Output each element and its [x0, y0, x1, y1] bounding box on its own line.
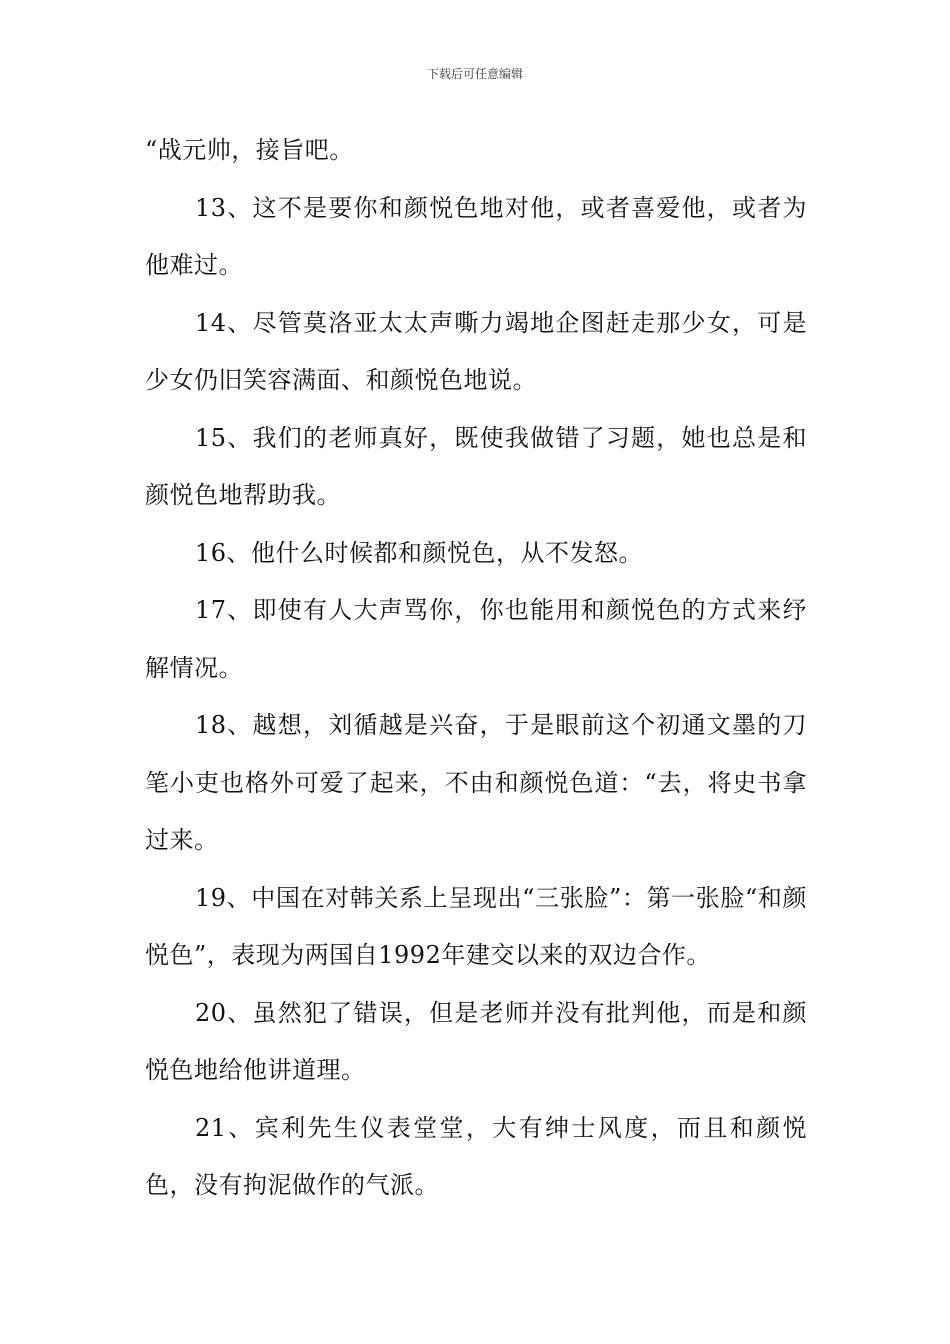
paragraph-15: 15、我们的老师真好，既使我做错了习题，她也总是和颜悦色地帮助我。 — [145, 423, 807, 509]
page-header: 下载后可任意编辑 — [426, 67, 523, 81]
paragraph-17: 17、即使有人大声骂你，你也能用和颜悦色的方式来纾解情况。 — [145, 596, 807, 682]
paragraph-18: 18、越想，刘循越是兴奋，于是眼前这个初通文墨的刀笔小吏也格外可爱了起来，不由和颜悦色道：“去，将史书拿过来。 — [145, 711, 807, 854]
document-body — [145, 122, 807, 1215]
paragraph-13: 13、这不是要你和颜悦色地对他，或者喜爱他，或者为他难过。 — [145, 193, 807, 279]
paragraph-14: 14、尽管莫洛亚太太声嘶力竭地企图赶走那少女，可是少女仍旧笑容满面、和颜悦色地说。 — [145, 308, 807, 394]
paragraph-continuation: “战元帅，接旨吧。 — [145, 136, 354, 164]
paragraph-20: 20、虽然犯了错误，但是老师并没有批判他，而是和颜悦色地给他讲道理。 — [145, 998, 807, 1084]
paragraph-19: 19、中国在对韩关系上呈现出“三张脸”：第一张脸“和颜悦色”，表现为两国自1992年建交以来的双边合作。 — [145, 883, 807, 969]
paragraph-21: 21、宾利先生仪表堂堂，大有绅士风度，而且和颜悦色，没有拘泥做作的气派。 — [145, 1113, 807, 1199]
paragraph-16: 16、他什么时候都和颜悦色，从不发怒。 — [195, 538, 644, 567]
